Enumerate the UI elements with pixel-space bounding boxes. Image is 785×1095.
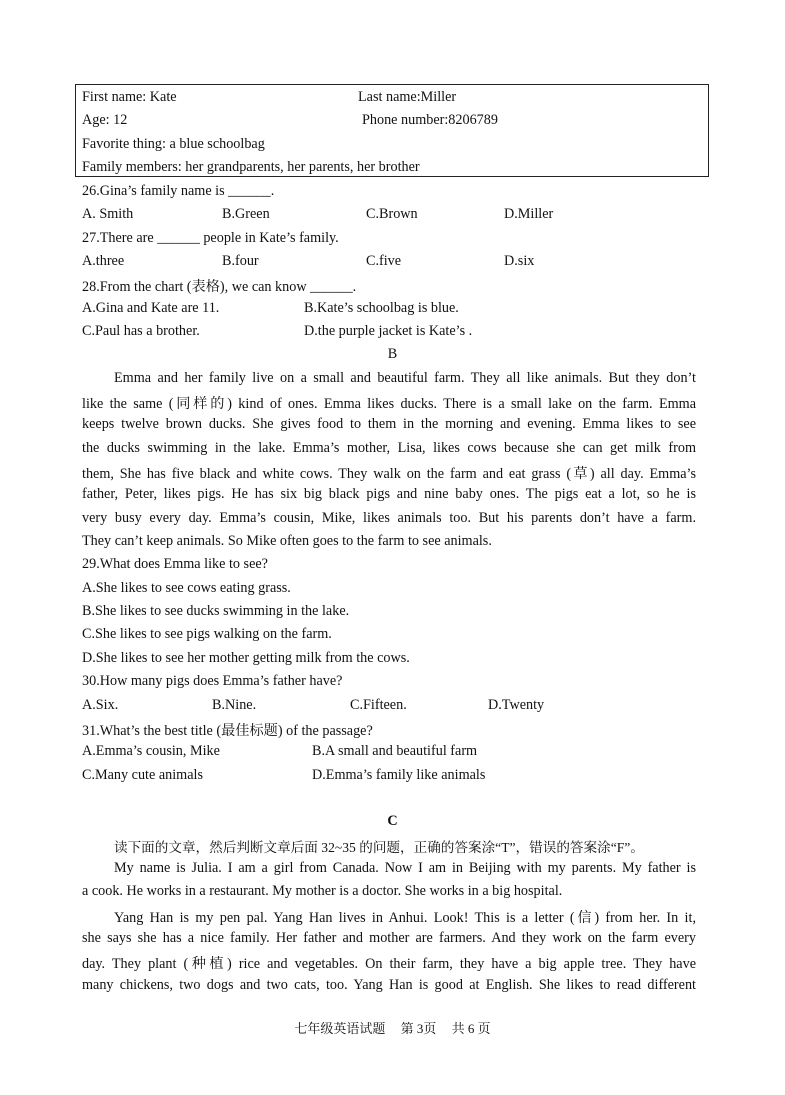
q26-option-b: B.Green <box>222 206 270 222</box>
q31-option-a: A.Emma’s cousin, Mike <box>82 743 220 759</box>
passage-b-line: keeps twelve brown ducks. She gives food to them in the morning and evening. Emma likes to see <box>82 416 696 432</box>
footer-page-number: 第 3页 <box>400 1021 437 1036</box>
q27-option-d: D.six <box>504 253 535 269</box>
q28-option-b: B.Kate’s schoolbag is blue. <box>304 300 459 316</box>
q29-option-c: C.She likes to see pigs walking on the farm. <box>82 626 332 642</box>
q28-option-c: C.Paul has a brother. <box>82 323 200 339</box>
info-family: Family members: her grandparents, her parents, her brother <box>82 159 420 175</box>
question-26: 26.Gina’s family name is ______. <box>82 183 275 199</box>
q31-option-d: D.Emma’s family like animals <box>312 767 486 783</box>
info-first-name: First name: Kate <box>82 89 177 105</box>
section-c-heading: C <box>387 813 398 829</box>
passage-b-line: They can’t keep animals. So Mike often goes to the farm to see animals. <box>82 533 492 549</box>
passage-c-line: she says she has a nice family. Her father and mother are farmers. And they work on the farm every <box>82 930 696 946</box>
section-b-heading: B <box>387 346 398 362</box>
question-28: 28.From the chart (表格), we can know ______. <box>82 279 357 295</box>
info-favorite: Favorite thing: a blue schoolbag <box>82 136 265 152</box>
passage-c-line: a cook. He works in a restaurant. My mother is a doctor. She works in a big hospital. <box>82 883 563 899</box>
q26-option-d: D.Miller <box>504 206 554 222</box>
q30-option-b: B.Nine. <box>212 697 257 713</box>
passage-b-line: like the same (同样的) kind of ones. Emma likes ducks. There is a small lake on the farm. Emma <box>82 396 696 412</box>
passage-b-line: them, She has five black and white cows. They walk on the farm and eat grass (草) all day. Emma’s <box>82 466 696 482</box>
question-30: 30.How many pigs does Emma’s father have? <box>82 673 343 689</box>
footer-title: 七年级英语试题 <box>294 1021 386 1036</box>
q31-option-c: C.Many cute animals <box>82 767 203 783</box>
q26-option-a: A. Smith <box>82 206 134 222</box>
q27-option-a: A.three <box>82 253 125 269</box>
q27-option-b: B.four <box>222 253 259 269</box>
q29-option-b: B.She likes to see ducks swimming in the lake. <box>82 603 350 619</box>
q28-option-a: A.Gina and Kate are 11. <box>82 300 220 316</box>
q27-option-c: C.five <box>366 253 402 269</box>
q31-option-b: B.A small and beautiful farm <box>312 743 478 759</box>
section-c-instruction: 读下面的文章，然后判断文章后面 32~35 的问题，正确的答案涂“T”，错误的答案涂“F”。 <box>114 840 644 855</box>
passage-c-line: day. They plant (种植) rice and vegetables. On their farm, they have a big apple tree. They have <box>82 956 696 972</box>
q30-option-c: C.Fifteen. <box>350 697 407 713</box>
passage-c-line: My name is Julia. I am a girl from Canada. Now I am in Beijing with my parents. My father is <box>114 860 696 876</box>
question-31: 31.What’s the best title (最佳标题) of the passage? <box>82 723 373 739</box>
q29-option-a: A.She likes to see cows eating grass. <box>82 580 291 596</box>
q29-option-d: D.She likes to see her mother getting milk from the cows. <box>82 650 410 666</box>
passage-c-line: Yang Han is my pen pal. Yang Han lives in Anhui. Look! This is a letter (信) from her. In it, <box>114 910 696 926</box>
q26-option-c: C.Brown <box>366 206 418 222</box>
q28-option-d: D.the purple jacket is Kate’s . <box>304 323 473 339</box>
passage-b-line: Emma and her family live on a small and beautiful farm. They all like animals. But they don’t <box>114 370 696 386</box>
q30-option-a: A.Six. <box>82 697 119 713</box>
passage-b-line: father, Peter, likes pigs. He has six big black pigs and nine baby ones. The pigs eat a lot, so he is <box>82 486 696 502</box>
passage-b-line: the ducks swimming in the lake. Emma’s mother, Lisa, likes cows because she can get milk from <box>82 440 696 456</box>
info-last-name: Last name:Miller <box>358 89 457 105</box>
question-29: 29.What does Emma like to see? <box>82 556 268 572</box>
question-27: 27.There are ______ people in Kate’s family. <box>82 230 339 246</box>
passage-c-line: many chickens, two dogs and two cats, too. Yang Han is good at English. She likes to read different <box>82 977 696 993</box>
q30-option-d: D.Twenty <box>488 697 545 713</box>
passage-b-line: very busy every day. Emma’s cousin, Mike, likes animals too. But his parents don’t have a farm. <box>82 510 696 526</box>
info-phone: Phone number:8206789 <box>362 112 498 128</box>
page-footer <box>0 1018 785 1037</box>
info-age: Age: 12 <box>82 112 128 128</box>
footer-total-pages: 共 6 页 <box>451 1021 491 1036</box>
